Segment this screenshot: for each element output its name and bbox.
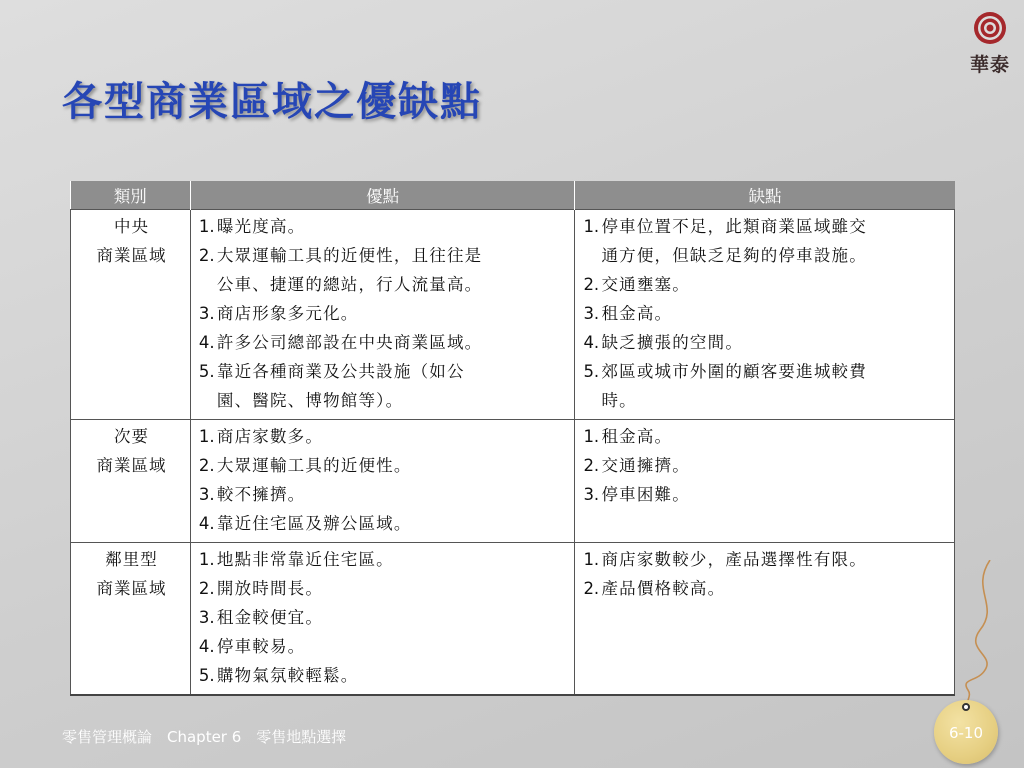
comparison-table — [70, 181, 955, 696]
category-label: 商業區域 — [96, 246, 167, 265]
list-item — [583, 451, 948, 480]
pros-list — [199, 422, 569, 538]
item-number — [583, 241, 601, 270]
table-row — [71, 543, 955, 696]
list-item — [583, 212, 948, 241]
pros-list — [199, 545, 569, 690]
list-item — [583, 270, 948, 299]
list-item — [199, 632, 569, 661]
cons-list — [583, 212, 948, 415]
list-item — [583, 241, 948, 270]
list-item — [199, 603, 569, 632]
list-item — [199, 480, 569, 509]
item-number: 2. — [583, 275, 600, 294]
item-number: 4. — [583, 333, 600, 352]
category-label: 商業區域 — [96, 579, 167, 598]
list-item — [199, 661, 569, 690]
header-category: 類別 — [71, 181, 191, 210]
category-label: 鄰里型 — [105, 550, 158, 569]
item-text: 許多公司總部設在中央商業區域。 — [216, 333, 483, 352]
page-number: 6-10 — [948, 724, 984, 742]
item-number: 5. — [583, 362, 600, 381]
item-text: 缺乏擴張的空間。 — [601, 333, 744, 352]
item-text: 商店形象多元化。 — [216, 304, 359, 323]
cons-list — [583, 545, 948, 603]
item-text: 停車較易。 — [216, 637, 306, 656]
cons-list — [583, 422, 948, 509]
pros-cell — [190, 420, 575, 543]
category-label: 商業區域 — [96, 456, 167, 475]
list-item — [199, 574, 569, 603]
list-item — [583, 299, 948, 328]
item-number: 2. — [198, 246, 215, 265]
item-number — [199, 386, 217, 415]
category-label: 中央 — [113, 217, 149, 236]
item-text: 靠近各種商業及公共設施（如公 — [216, 362, 465, 381]
tag-string-decoration — [930, 560, 1020, 710]
cons-cell — [575, 543, 955, 696]
item-text: 產品價格較高。 — [601, 579, 726, 598]
list-item — [199, 451, 569, 480]
list-item — [583, 574, 948, 603]
list-item — [199, 509, 569, 538]
item-number: 2. — [198, 456, 215, 475]
list-item — [583, 545, 948, 574]
item-text: 租金高。 — [601, 304, 673, 323]
spiral-logo-icon — [972, 10, 1008, 46]
item-number: 1. — [198, 427, 215, 446]
item-number: 3. — [583, 485, 600, 504]
publisher-logo — [962, 10, 1018, 77]
header-pros: 優點 — [190, 181, 575, 210]
item-text: 商店家數較少，產品選擇性有限。 — [601, 550, 867, 569]
item-number: 3. — [198, 608, 215, 627]
list-item — [199, 545, 569, 574]
item-text: 地點非常靠近住宅區。 — [216, 550, 394, 569]
item-text: 租金高。 — [601, 427, 673, 446]
list-item — [583, 386, 948, 415]
item-text: 靠近住宅區及辦公區域。 — [216, 514, 412, 533]
item-number: 1. — [583, 550, 600, 569]
list-item — [199, 422, 569, 451]
item-number: 2. — [583, 456, 600, 475]
list-item — [199, 357, 569, 386]
item-number: 1. — [198, 550, 215, 569]
item-text: 開放時間長。 — [216, 579, 324, 598]
item-text: 交通壅塞。 — [601, 275, 690, 294]
header-cons: 缺點 — [575, 181, 955, 210]
item-text: 大眾運輸工具的近便性。 — [216, 456, 412, 475]
footer-text: 零售管理概論 Chapter 6 零售地點選擇 — [62, 728, 347, 746]
item-number: 1. — [198, 217, 215, 236]
item-text: 大眾運輸工具的近便性，且往往是 — [216, 246, 483, 265]
page-number-tag — [934, 700, 998, 764]
category-cell — [71, 543, 191, 696]
item-text: 商店家數多。 — [216, 427, 324, 446]
item-text: 交通擁擠。 — [601, 456, 690, 475]
item-number: 3. — [198, 304, 215, 323]
list-item — [583, 480, 948, 509]
item-number: 5. — [198, 362, 215, 381]
list-item — [199, 212, 569, 241]
list-item — [583, 328, 948, 357]
list-item — [583, 357, 948, 386]
item-text: 通方便，但缺乏足夠的停車設施。 — [601, 246, 867, 265]
tag-hole-icon — [962, 703, 970, 711]
item-number: 4. — [198, 637, 215, 656]
item-number — [583, 386, 601, 415]
list-item — [199, 270, 569, 299]
item-text: 較不擁擠。 — [216, 485, 306, 504]
item-number: 1. — [583, 217, 600, 236]
item-number: 4. — [198, 514, 215, 533]
cons-cell — [575, 420, 955, 543]
cons-cell — [575, 210, 955, 420]
table-body — [71, 210, 955, 696]
item-text: 公車、捷運的總站，行人流量高。 — [216, 275, 483, 294]
item-text: 曝光度高。 — [216, 217, 306, 236]
item-text: 停車困難。 — [601, 485, 690, 504]
slide-title: 各型商業區域之優缺點 — [62, 78, 482, 125]
item-number: 2. — [198, 579, 215, 598]
list-item — [199, 241, 569, 270]
list-item — [199, 386, 569, 415]
item-text: 租金較便宜。 — [216, 608, 324, 627]
item-text: 購物氣氛較輕鬆。 — [216, 666, 359, 685]
item-number: 4. — [198, 333, 215, 352]
pros-cell — [190, 543, 575, 696]
category-cell — [71, 210, 191, 420]
table-header-row — [71, 181, 955, 210]
item-number: 5. — [198, 666, 215, 685]
item-number — [199, 270, 217, 299]
list-item — [199, 328, 569, 357]
item-text: 停車位置不足，此類商業區域雖交 — [601, 217, 867, 236]
item-text: 時。 — [601, 391, 637, 410]
pros-cell — [190, 210, 575, 420]
table-row — [71, 420, 955, 543]
item-number: 1. — [583, 427, 600, 446]
category-label: 次要 — [113, 427, 149, 446]
list-item — [199, 299, 569, 328]
logo-text: 華泰 — [969, 54, 1010, 76]
category-cell — [71, 420, 191, 543]
item-number: 2. — [583, 579, 600, 598]
item-number: 3. — [198, 485, 215, 504]
list-item — [583, 422, 948, 451]
table-row — [71, 210, 955, 420]
pros-list — [199, 212, 569, 415]
item-number: 3. — [583, 304, 600, 323]
item-text: 郊區或城市外圍的顧客要進城較費 — [601, 362, 867, 381]
item-text: 園、醫院、博物館等）。 — [216, 391, 404, 410]
